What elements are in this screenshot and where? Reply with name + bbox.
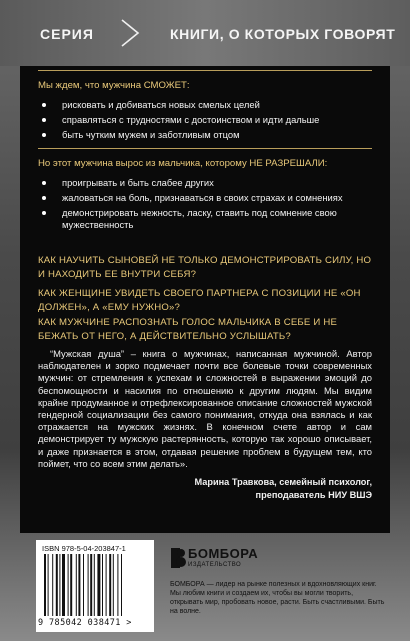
list-item: рисковать и добиваться новых смелых целей [38,99,378,111]
list-item: быть чутким мужем и заботливым отцом [38,129,378,141]
question-1: КАК НАУЧИТЬ СЫНОВЕЙ НЕ ТОЛЬКО ДЕМОНСТРИРОВАТЬ СИЛУ, НО И НАХОДИТЬ ЕЕ ВНУТРИ СЕБЯ? [38,255,372,280]
forbidden-block-title: Но этот мужчина вырос из мальчика, которому НЕ РАЗРЕШАЛИ: [38,158,328,169]
can-list [38,99,378,141]
forbidden-block [38,158,378,234]
bombora-logo-icon [170,546,186,570]
barcode [36,540,154,632]
list-item: жаловаться на боль, признаваться в своих страхах и сомнениях [38,192,378,204]
can-block [38,80,378,144]
review-author [72,476,372,502]
barcode-digits: 9 785042 038471 > [38,618,132,628]
chevron-right-icon [118,18,152,48]
isbn-text: ISBN 978-5-04-203847-1 [42,544,126,553]
author-name: Марина Травкова, семейный психолог, [194,477,372,487]
divider-middle [38,148,372,149]
question-3: КАК МУЖЧИНЕ РАСПОЗНАТЬ ГОЛОС МАЛЬЧИКА В СЕБЕ И НЕ БЕЖАТЬ ОТ НЕГО, А ДЕЙСТВИТЕЛЬНО УСЛЫШАТЬ? [38,317,338,342]
series-header [0,0,410,66]
question-2: КАК ЖЕНЩИНЕ УВИДЕТЬ СВОЕГО ПАРТНЕРА С ПОЗИЦИИ НЕ «ОН ДОЛЖЕН», А «ЕМУ НУЖНО»? [38,288,361,313]
can-block-title: Мы ждем, что мужчина СМОЖЕТ: [38,80,190,91]
barcode-bars [42,554,150,616]
forbidden-list [38,177,378,231]
author-title: преподаватель НИУ ВШЭ [255,490,372,500]
publisher-sub: ИЗДАТЕЛЬСТВО [188,562,242,568]
list-item: проигрывать и быть слабее других [38,177,378,189]
publisher-name: БОМБОРА [188,546,259,561]
publisher-description: БОМБОРА — лидер на рынке полезных и вдохновляющих книг. Мы любим книги и создаем их, чтобы вы могли творить, открывать мир, пробовать новое, расти. Быть счастливыми. Быть на волне. [170,581,385,615]
series-label: СЕРИЯ [40,26,94,42]
list-item: справляться с трудностями с достоинством и идти дальше [38,114,378,126]
divider-top [38,70,372,71]
publisher-logo [170,546,280,576]
list-item: демонстрировать нежность, ласку, ставить под сомнение свою мужественность [38,207,378,231]
series-name: КНИГИ, О КОТОРЫХ ГОВОРЯТ [170,26,396,42]
review-quote: “Мужская душа” – книга о мужчинах, написанная мужчиной. Автор наблюдателен и зорко подмечает почти все болевые точки современных мужчин: от стремления к успехам и сложностей в выражении эмоций до беспомощности и насилия по отношению к другим людям. Мы видим крайне продуманное и отрефлексированное описание сложностей мужской гендерной социализации без самого понимания, откуда она взялась и как отражается на мужских жизнях. В конечном счете автор и сам демонстрирует ту мужскую растерянность, которую так хорошо описывает, и даже признается в этом, отдавая решение проблем в будущем тем, кто поймет, что со всем этим делать». [38,348,372,469]
